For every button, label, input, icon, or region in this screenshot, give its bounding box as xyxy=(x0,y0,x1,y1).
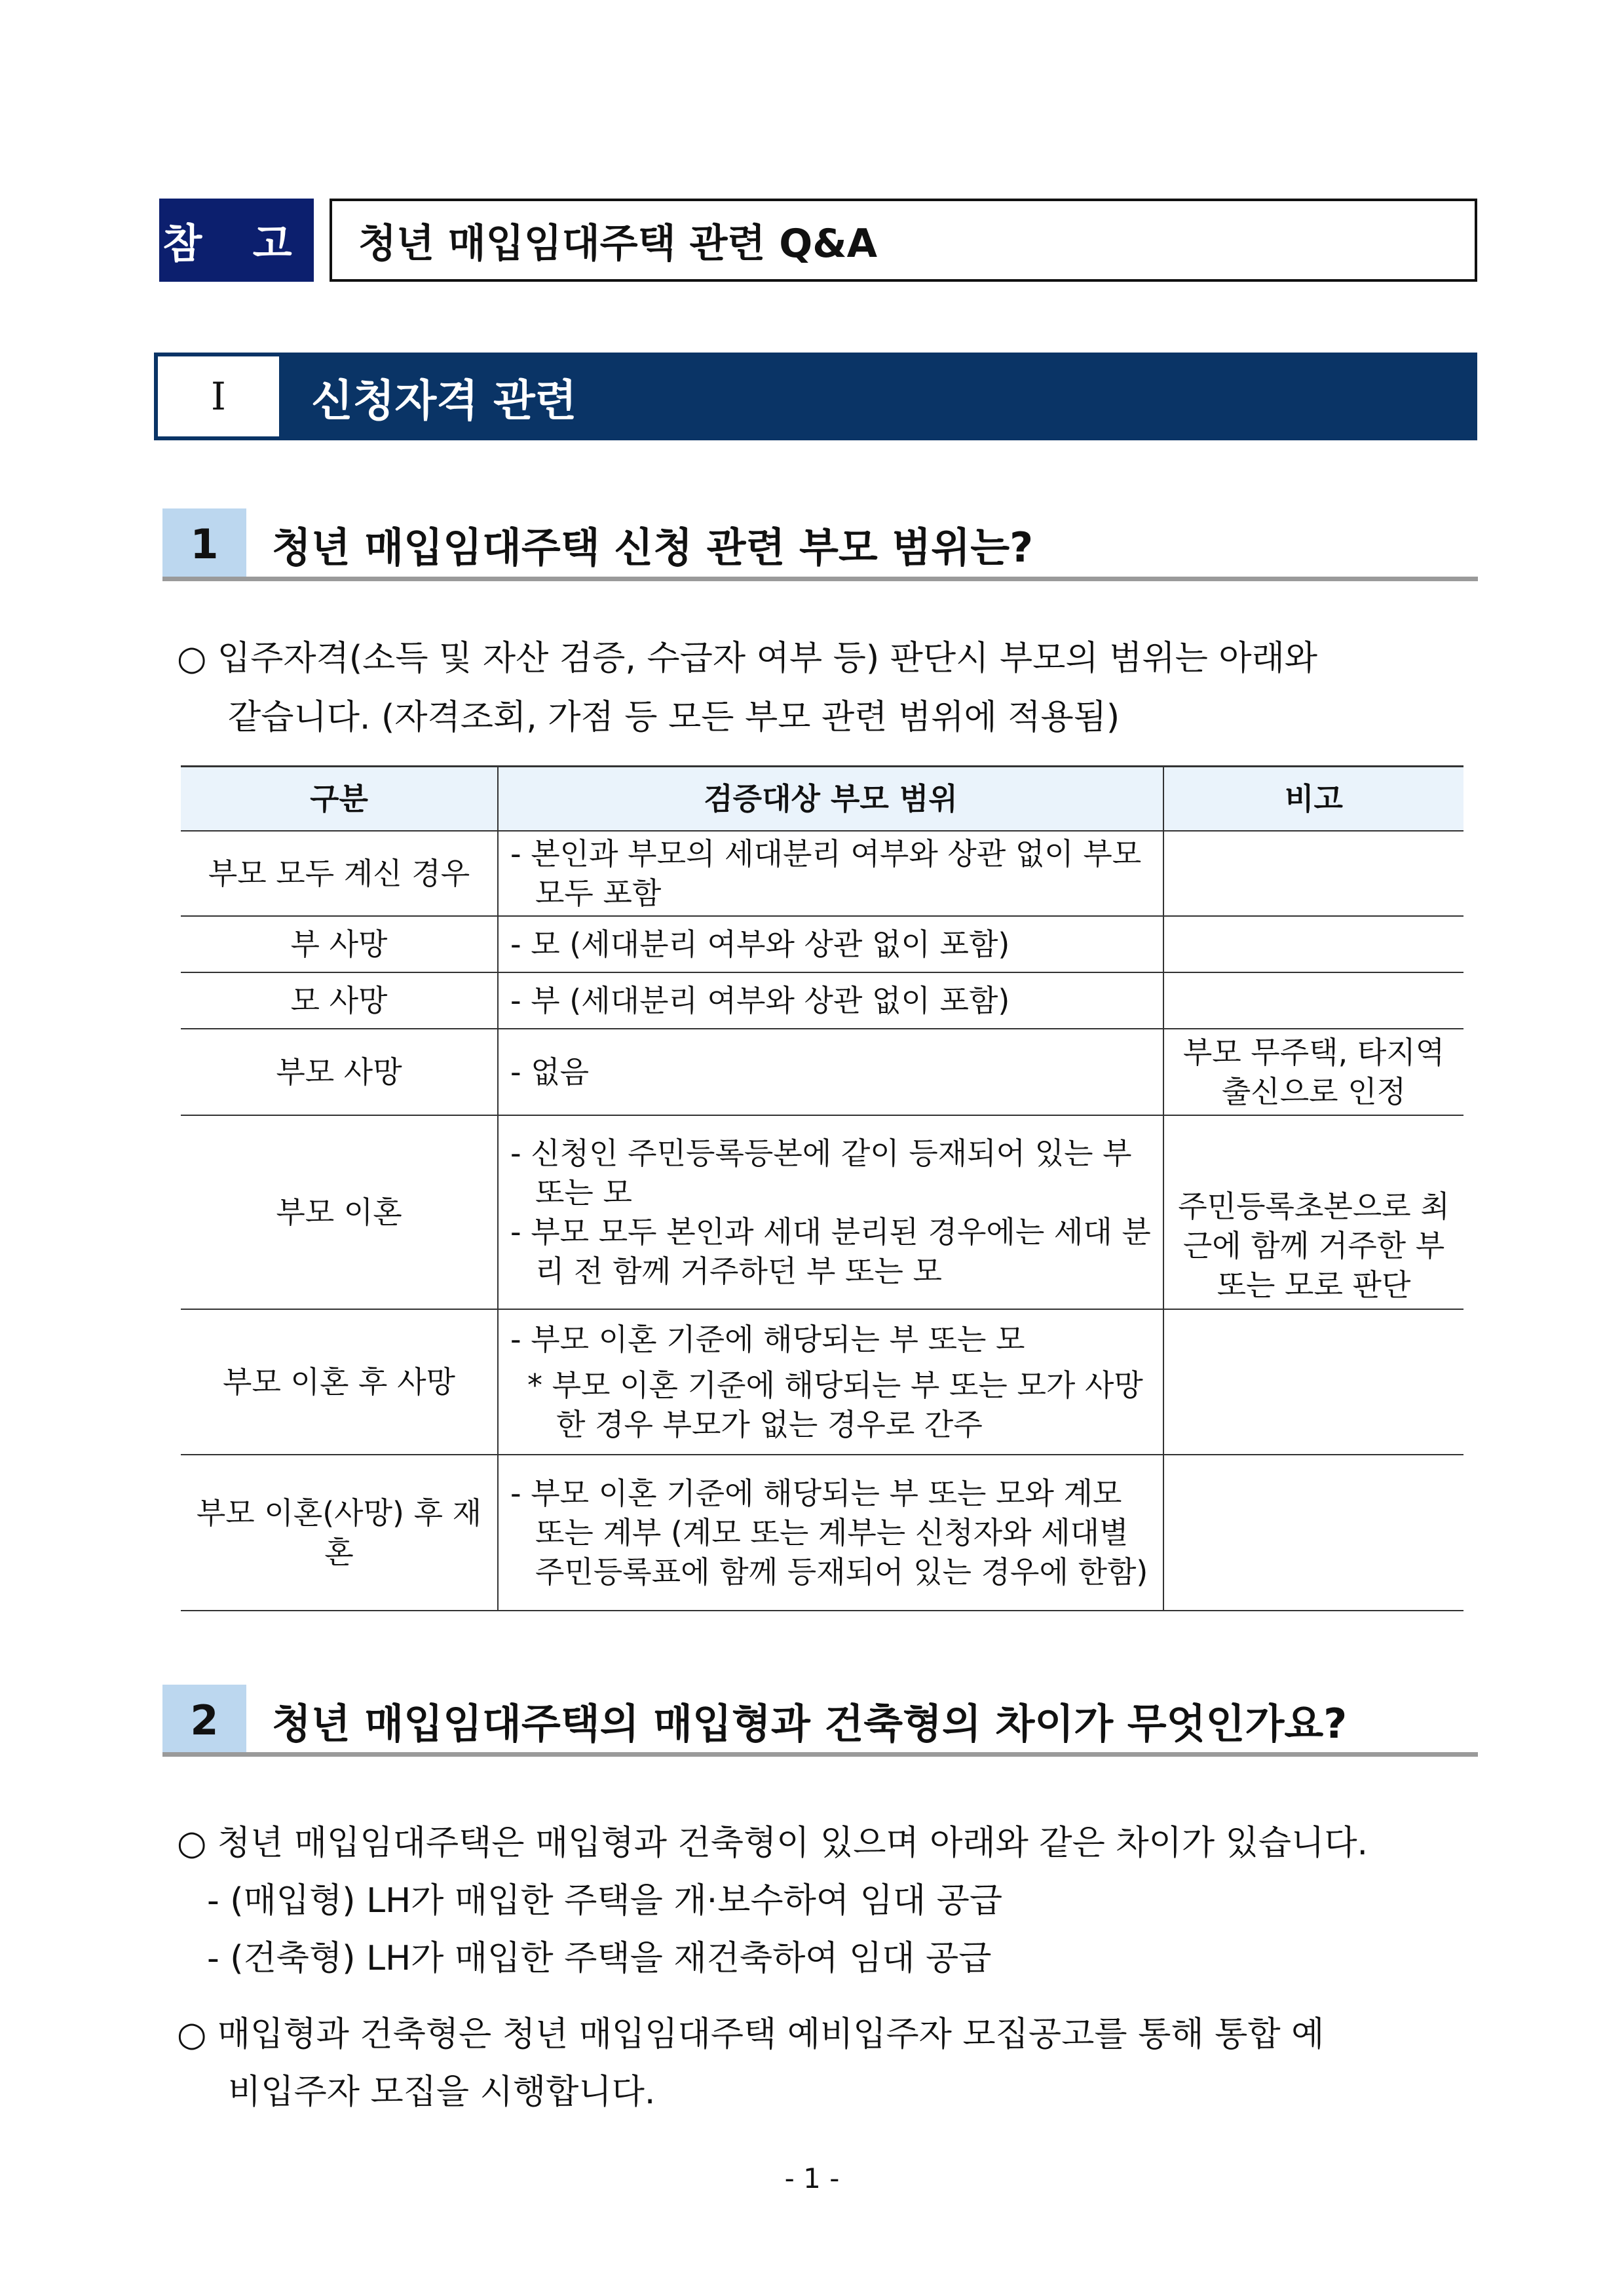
note-cell xyxy=(1163,1309,1463,1455)
q2-paragraph-2-line1: ○ 매입형과 건축형은 청년 매입임대주택 예비입주자 모집공고를 통해 통합 예 xyxy=(177,2015,1325,2054)
scope-cell xyxy=(498,1309,1163,1455)
case-cell: 부모 이혼 후 사망 xyxy=(181,1309,498,1455)
q2-dash-item-2: - (건축형) LH가 매입한 주택을 재건축하여 임대 공급 xyxy=(207,1939,992,1978)
case-cell: 부모 모두 계신 경우 xyxy=(181,831,498,916)
case-cell: 부모 이혼(사망) 후 재혼 xyxy=(181,1455,498,1611)
scope-cell xyxy=(498,831,1163,916)
column-header: 비고 xyxy=(1163,767,1463,832)
q1-paragraph-line1: ○ 입주자격(소득 및 자산 검증, 수급자 여부 등) 판단시 부모의 범위는 아래와 xyxy=(177,639,1318,678)
case-cell: 부모 사망 xyxy=(181,1029,498,1115)
table-row xyxy=(181,831,1463,916)
case-cell: 부모 이혼 xyxy=(181,1115,498,1309)
scope-note-item: * 부모 이혼 기준에 해당되는 부 또는 모가 사망한 경우 부모가 없는 경우로 간주 xyxy=(527,1368,1143,1442)
section-number: I xyxy=(158,356,279,436)
q2-dash-item-1: - (매입형) LH가 매입한 주택을 개·보수하여 임대 공급 xyxy=(207,1881,1003,1921)
scope-item: - 부모 이혼 기준에 해당되는 부 또는 모와 계모 또는 계부 (계모 또는 계부는 신청자와 세대별 주민등록표에 함께 등재되어 있는 경우에 한함) xyxy=(510,1476,1148,1590)
note-cell: 주민등록초본으로 최근에 함께 거주한 부 또는 모로 판단 xyxy=(1163,1115,1463,1309)
document-title: 청년 매입임대주택 관련 Q&A xyxy=(330,199,1477,282)
q1-paragraph-line2: 같습니다. (자격조회, 가점 등 모든 부모 관련 범위에 적용됨) xyxy=(228,698,1120,737)
table-row xyxy=(181,1029,1463,1115)
page-number: - 1 - xyxy=(784,2162,840,2194)
q2-paragraph-2-line2: 비입주자 모집을 시행합니다. xyxy=(228,2073,656,2112)
table-row xyxy=(181,1115,1463,1309)
question-number-1: 1 xyxy=(162,508,246,579)
question-number-2: 2 xyxy=(162,1685,246,1755)
scope-item: - 신청인 주민등록등본에 같이 등재되어 있는 부 또는 모 xyxy=(510,1136,1132,1210)
scope-item: - 부모 모두 본인과 세대 분리된 경우에는 세대 분리 전 함께 거주하던 부 또는 모 xyxy=(510,1214,1151,1289)
reference-tag: 참 고 xyxy=(159,199,314,282)
scope-cell xyxy=(498,972,1163,1029)
column-header: 구분 xyxy=(181,767,498,832)
note-cell xyxy=(1163,1455,1463,1611)
scope-item: - 본인과 부모의 세대분리 여부와 상관 없이 부모 모두 포함 xyxy=(510,836,1142,911)
table-row xyxy=(181,972,1463,1029)
table-row xyxy=(181,1455,1463,1611)
scope-cell xyxy=(498,916,1163,972)
table-row xyxy=(181,916,1463,972)
question-underline-1 xyxy=(162,577,1478,581)
scope-item: - 모 (세대분리 여부와 상관 없이 포함) xyxy=(510,927,1010,962)
column-header: 검증대상 부모 범위 xyxy=(498,767,1163,832)
scope-item: - 부모 이혼 기준에 해당되는 부 또는 모 xyxy=(510,1322,1025,1357)
question-underline-2 xyxy=(162,1752,1478,1757)
question-title-1: 청년 매입임대주택 신청 관련 부모 범위는? xyxy=(272,523,1034,571)
table-header-row xyxy=(181,767,1463,832)
note-cell xyxy=(1163,831,1463,916)
note-cell xyxy=(1163,916,1463,972)
scope-cell xyxy=(498,1455,1163,1611)
note-cell: 부모 무주택, 타지역 출신으로 인정 xyxy=(1163,1029,1463,1115)
q2-paragraph-1: ○ 청년 매입임대주택은 매입형과 건축형이 있으며 아래와 같은 차이가 있습니다. xyxy=(177,1824,1369,1863)
scope-item: - 없음 xyxy=(510,1054,590,1090)
scope-item: - 부 (세대분리 여부와 상관 없이 포함) xyxy=(510,983,1010,1018)
note-cell xyxy=(1163,972,1463,1029)
case-cell: 부 사망 xyxy=(181,916,498,972)
parent-scope-table xyxy=(181,765,1463,1611)
section-title: 신청자격 관련 xyxy=(311,375,577,426)
scope-cell xyxy=(498,1029,1163,1115)
table-row xyxy=(181,1309,1463,1455)
question-title-2: 청년 매입임대주택의 매입형과 건축형의 차이가 무엇인가요? xyxy=(272,1699,1348,1748)
scope-cell xyxy=(498,1115,1163,1309)
case-cell: 모 사망 xyxy=(181,972,498,1029)
